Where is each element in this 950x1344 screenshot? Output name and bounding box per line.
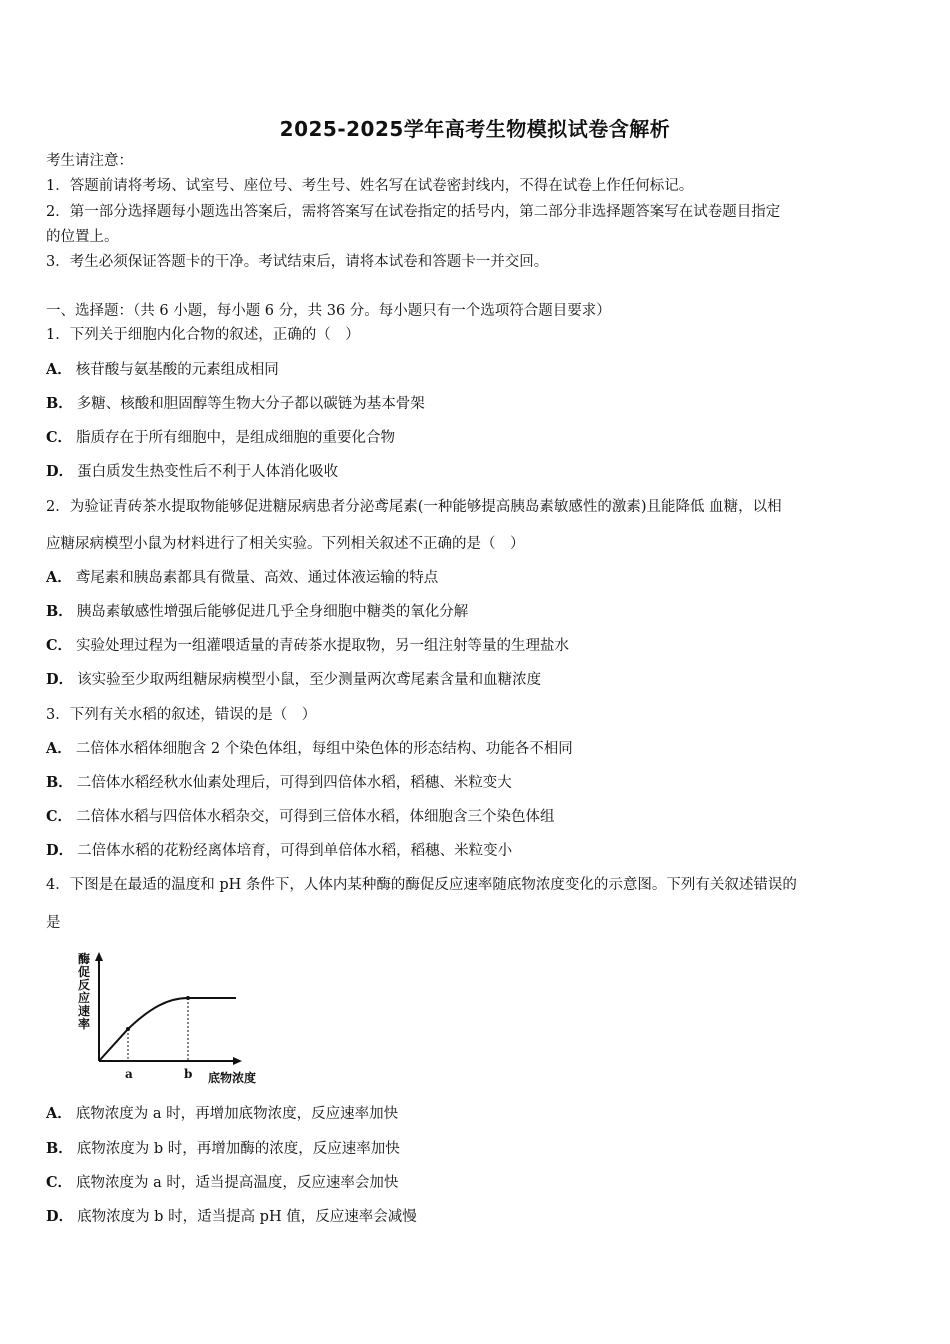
ylabel-char-3: 反 <box>78 978 91 992</box>
y-axis-arrow <box>95 952 103 961</box>
question-2-option-c <box>46 637 569 655</box>
question-4-option-d <box>46 1208 417 1226</box>
option-text: 底物浓度为 b 时，适当提高 pH 值，反应速率会减慢 <box>77 1209 417 1225</box>
option-text: 蛋白质发生热变性后不利于人体消化吸收 <box>77 464 339 480</box>
question-1-option-b <box>46 395 425 413</box>
question-3-option-d <box>46 842 512 860</box>
option-text: 底物浓度为 a 时，再增加底物浓度，反应速率加快 <box>75 1106 399 1122</box>
option-text: 该实验至少取两组糖尿病模型小鼠，至少测量两次鸢尾素含量和血糖浓度 <box>77 672 542 688</box>
point-a <box>126 1027 130 1031</box>
notice-item-1: 1．答题前请将考场、试室号、座位号、考生号、姓名写在试卷密封线内，不得在试卷上作任何标记。 <box>46 178 694 194</box>
notice-item-2: 2．第一部分选择题每小题选出答案后，需将答案写在试卷指定的括号内，第二部分非选择题答案写在试卷题目指定 <box>46 204 781 220</box>
ylabel-char-4: 应 <box>78 991 91 1005</box>
option-letter: A． <box>46 569 72 586</box>
option-letter: D． <box>46 1208 74 1225</box>
question-4-option-b <box>46 1140 400 1158</box>
question-2-option-b <box>46 603 468 621</box>
question-2-option-d <box>46 671 541 689</box>
ylabel-char-6: 率 <box>78 1017 91 1031</box>
option-text: 鸢尾素和胰岛素都具有微量、高效、通过体液运输的特点 <box>75 570 439 586</box>
option-letter: D． <box>46 463 74 480</box>
notice-item-2-cont: 的位置上。 <box>46 229 119 245</box>
question-1-option-d <box>46 463 338 481</box>
option-text: 胰岛素敏感性增强后能够促进几乎全身细胞中糖类的氧化分解 <box>76 604 469 620</box>
figure-xlabel: 底物浓度 <box>208 1071 257 1085</box>
option-text: 二倍体水稻的花粉经离体培育，可得到单倍体水稻，稻穗、米粒变小 <box>77 843 513 859</box>
option-letter: B． <box>46 603 73 620</box>
tick-b: b <box>184 1067 193 1081</box>
question-3-option-c <box>46 808 555 826</box>
option-letter: B． <box>46 395 73 412</box>
option-text: 实验处理过程为一组灌喂适量的青砖茶水提取物，另一组注射等量的生理盐水 <box>76 638 570 654</box>
question-4-stem: 4．下图是在最适的温度和 pH 条件下，人体内某种酶的酶促反应速率随底物浓度变化的示意图。下列有关叙述错误的 <box>46 877 797 893</box>
option-letter: D． <box>46 842 74 859</box>
option-letter: C． <box>46 637 73 654</box>
option-text: 二倍体水稻体细胞含 2 个染色体组，每组中染色体的形态结构、功能各不相同 <box>75 741 573 757</box>
option-text: 底物浓度为 b 时，再增加酶的浓度，反应速率加快 <box>76 1141 400 1157</box>
question-2-stem: 2．为验证青砖茶水提取物能够促进糖尿病患者分泌鸢尾素(一种能够提高胰岛素敏感性的激素)且能降低 血糖，以相 <box>46 499 782 515</box>
ylabel-char-5: 速 <box>78 1004 91 1018</box>
question-2-option-a <box>46 569 438 587</box>
option-text: 脂质存在于所有细胞中，是组成细胞的重要化合物 <box>76 430 396 446</box>
option-letter: B． <box>46 1140 73 1157</box>
notice-heading: 考生请注意： <box>46 153 133 169</box>
point-b <box>186 996 190 1000</box>
option-letter: A． <box>46 361 72 378</box>
question-2-stem-cont: 应糖尿病模型小鼠为材料进行了相关实验。下列相关叙述不正确的是（ ） <box>46 536 525 552</box>
notice-item-3: 3．考生必须保证答题卡的干净。考试结束后，请将本试卷和答题卡一并交回。 <box>46 254 549 270</box>
question-1-option-a <box>46 361 279 379</box>
option-text: 多糖、核酸和胆固醇等生物大分子都以碳链为基本骨架 <box>76 396 425 412</box>
option-text: 底物浓度为 a 时，适当提高温度，反应速率会加快 <box>76 1175 399 1191</box>
x-axis-arrow <box>233 1057 242 1065</box>
question-4-option-c <box>46 1174 398 1192</box>
rate-curve <box>99 998 236 1061</box>
page-title: 2025-2025学年高考生物模拟试卷含解析 <box>279 117 671 141</box>
section-heading: 一、选择题：（共 6 小题，每小题 6 分，共 36 分。每小题只有一个选项符合题目要求） <box>46 303 611 319</box>
ylabel-char-1: 酶 <box>78 952 91 966</box>
enzyme-rate-figure <box>70 948 280 1090</box>
ylabel-char-2: 促 <box>78 965 91 979</box>
option-letter: D． <box>46 671 74 688</box>
question-4-stem-cont: 是 <box>46 915 61 931</box>
option-letter: A． <box>46 1105 72 1122</box>
figure-ylabel <box>78 951 90 1031</box>
question-3-stem: 3．下列有关水稻的叙述，错误的是（ ） <box>46 707 317 723</box>
question-3-option-a <box>46 740 573 758</box>
option-text: 二倍体水稻经秋水仙素处理后，可得到四倍体水稻，稻穗、米粒变大 <box>76 775 512 791</box>
question-3-option-b <box>46 774 512 792</box>
option-text: 核苷酸与氨基酸的元素组成相同 <box>75 362 279 378</box>
option-text: 二倍体水稻与四倍体水稻杂交，可得到三倍体水稻，体细胞含三个染色体组 <box>76 809 555 825</box>
option-letter: C． <box>46 808 73 825</box>
option-letter: B． <box>46 774 73 791</box>
option-letter: C． <box>46 429 73 446</box>
question-1-stem: 1．下列关于细胞内化合物的叙述，正确的（ ） <box>46 327 360 343</box>
option-letter: A． <box>46 740 72 757</box>
question-4-option-a <box>46 1105 398 1123</box>
option-letter: C． <box>46 1174 73 1191</box>
tick-a: a <box>125 1067 133 1081</box>
question-1-option-c <box>46 429 395 447</box>
